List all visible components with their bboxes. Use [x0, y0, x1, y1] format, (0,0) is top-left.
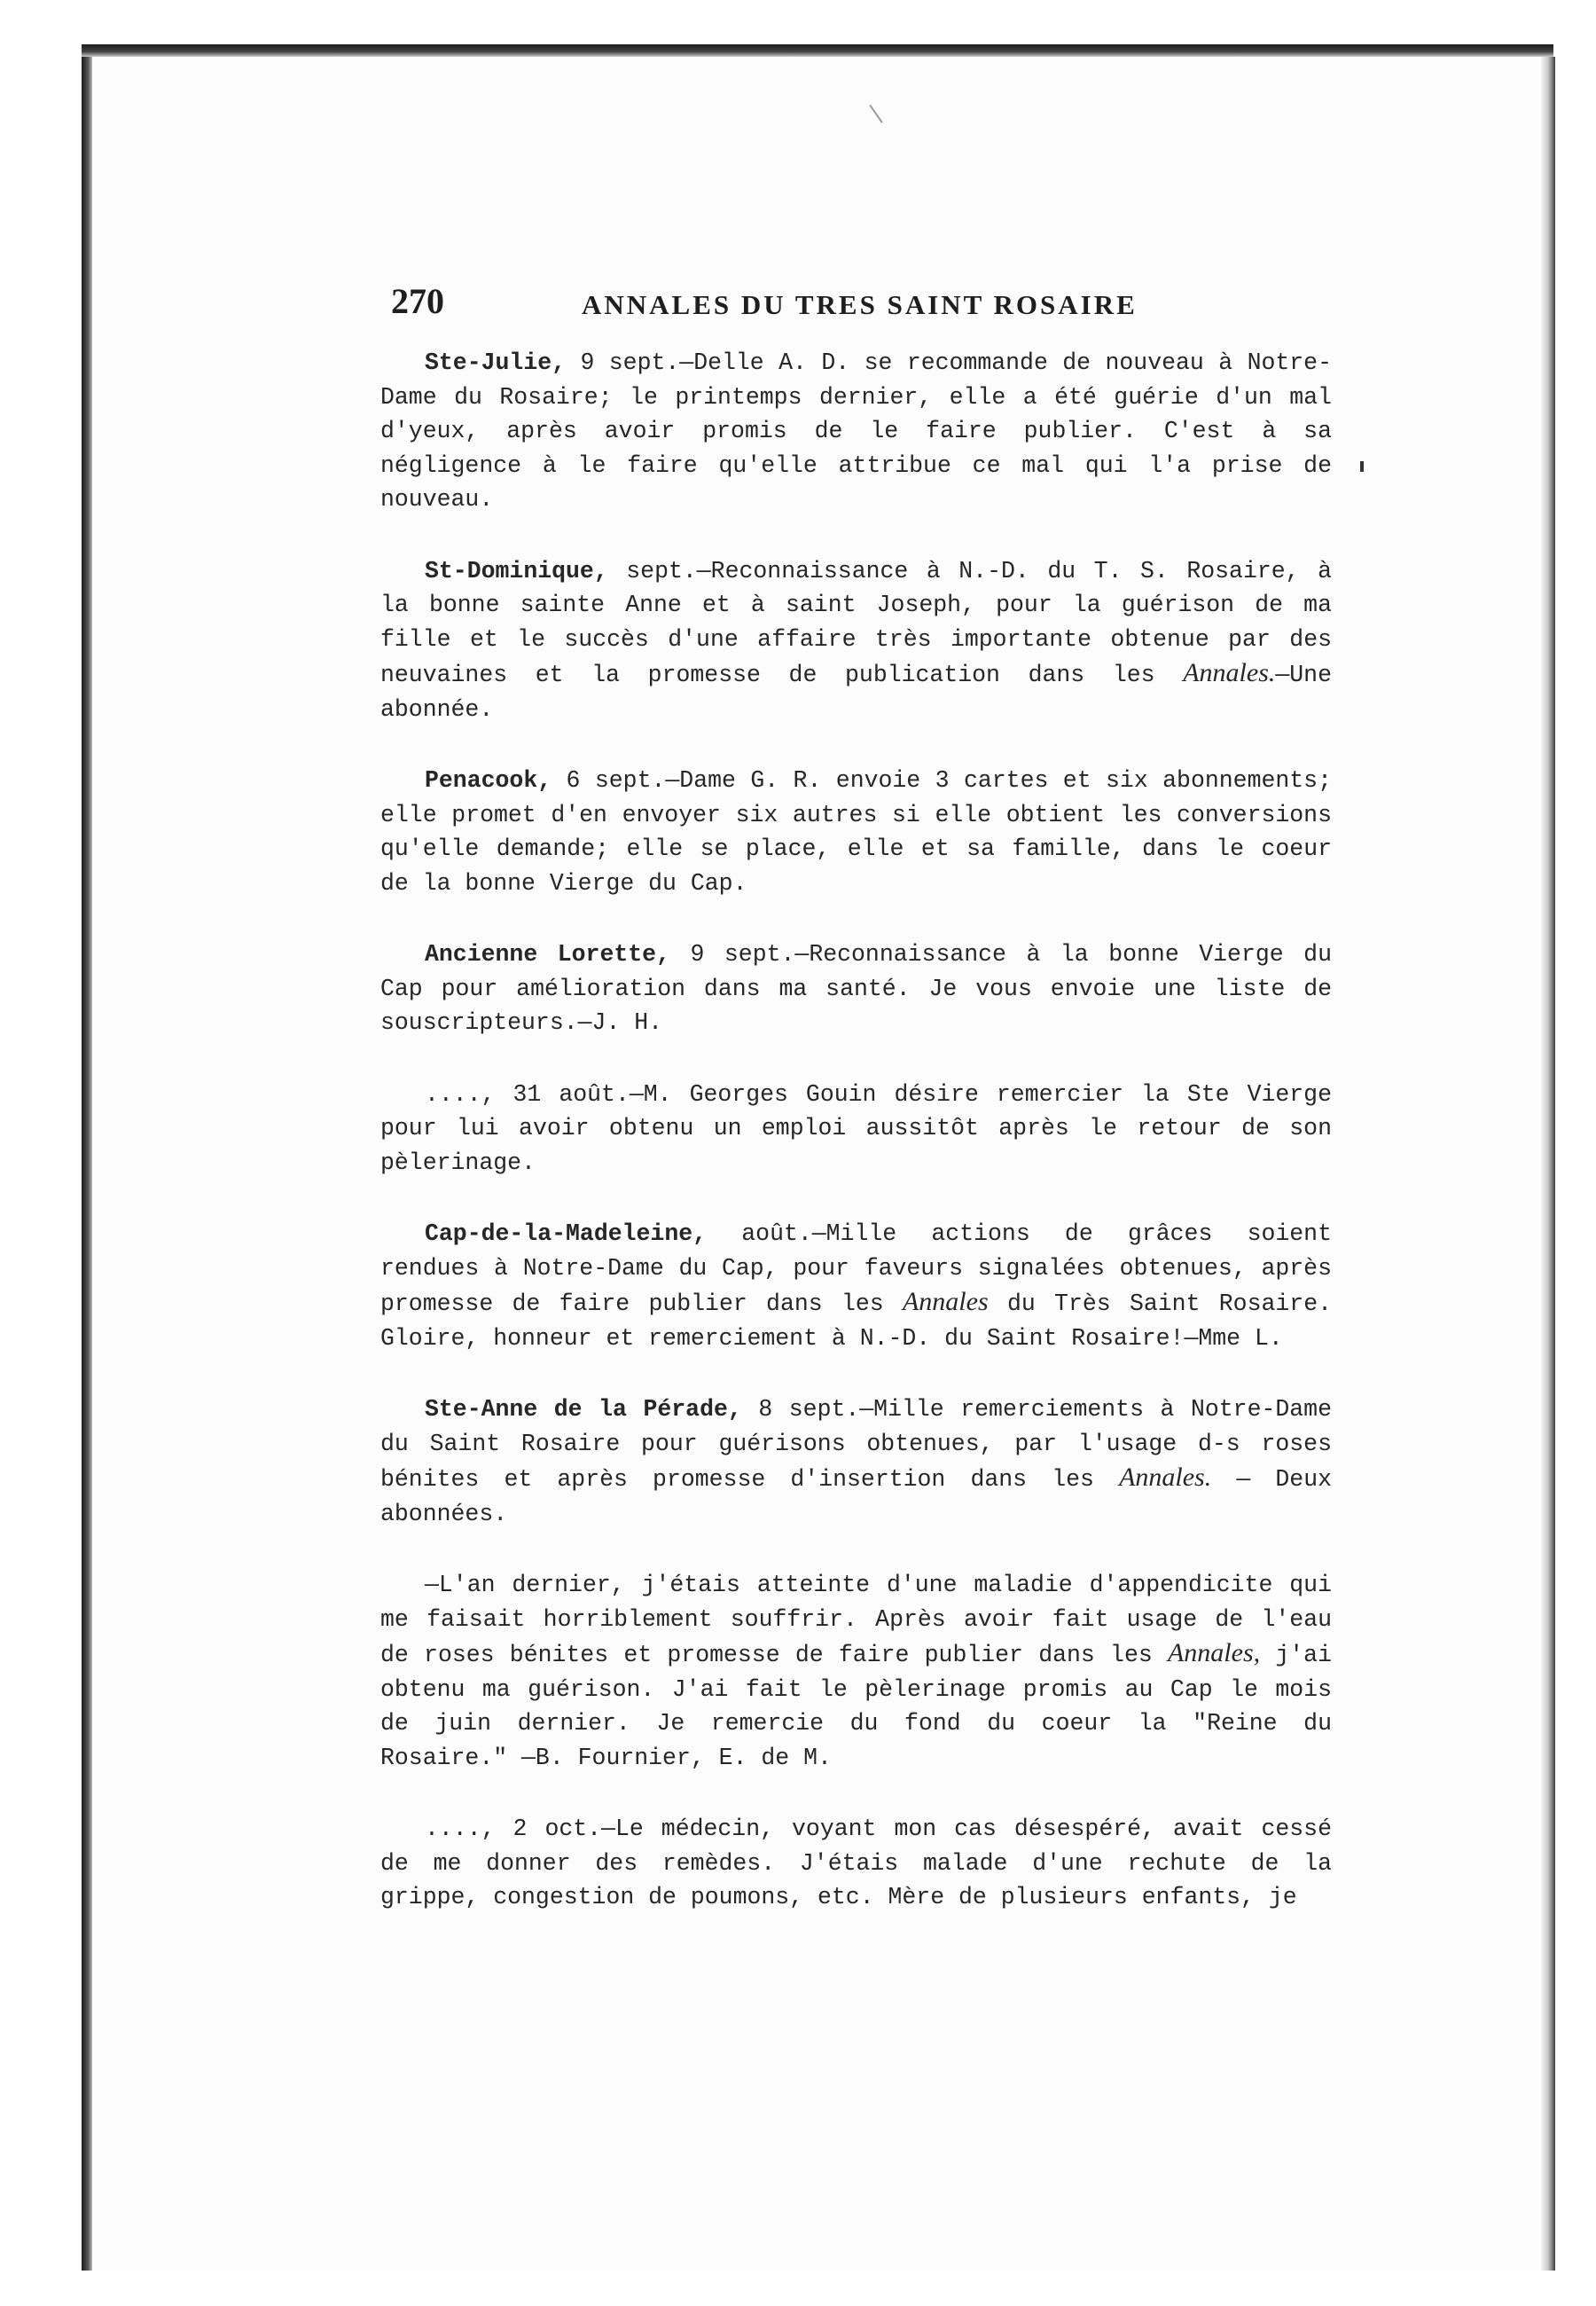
entry-text: août.—Mille actions de grâces soient rendues à Notre-Dame du Cap, pour faveurs signalées obtenues, après promesse de faire publier dans les — [380, 1220, 1332, 1317]
entry-text: —L'an dernier, j'étais atteinte d'une maladie d'appendicite qui me faisait horriblement souffrir. Après avoir fait usage de l'eau de roses bénites et promesse de faire publier dans les — [380, 1572, 1332, 1668]
entry-st-dominique — [380, 554, 1332, 727]
margin-mark — [1360, 461, 1364, 472]
entry-text: 9 sept.—Delle A. D. se recommande de nouveau à Notre-Dame du Rosaire; le printemps dernier, elle a été guérie d'un mal d'yeux, après avoir promis de le faire publier. C'est à sa négligence à le faire qu'elle attribue ce mal qui l'a prise de nouveau. — [380, 349, 1332, 513]
entry-penacook — [380, 764, 1332, 900]
entry-text: 6 sept.—Dame G. R. envoie 3 cartes et six abonnements; elle promet d'en envoyer six autres si elle obtient les conversions qu'elle demande; elle se place, elle et sa famille, dans le coeur de la bonne Vierge du Cap. — [380, 767, 1332, 897]
entry-place: Cap-de-la-Madeleine, — [425, 1220, 708, 1247]
scan-top-edge — [82, 44, 1553, 57]
entry-cap-de-la-madeleine — [380, 1217, 1332, 1355]
entry-ste-anne-de-la-perade — [380, 1392, 1332, 1531]
entry-text-end: — Deux abonnées. — [380, 1466, 1333, 1527]
entry-31-aout — [380, 1078, 1332, 1180]
entry-2-oct — [380, 1812, 1332, 1915]
entry-italic: Annales. — [1119, 1463, 1212, 1492]
entry-text: ...., 2 oct.—Le médecin, voyant mon cas désespéré, avait cessé de me donner des remèdes. J'étais malade d'une rechute de la grippe, congestion de poumons, etc. Mère de plusieurs enfants, je — [380, 1816, 1332, 1910]
entry-ste-julie — [380, 346, 1332, 517]
entry-place: Ancienne Lorette, — [425, 941, 670, 968]
entry-text: ...., 31 août.—M. Georges Gouin désire remercier la Ste Vierge pour lui avoir obtenu un emploi aussitôt après le retour de son pèlerinage. — [380, 1080, 1332, 1176]
entry-place: Penacook, — [425, 767, 552, 794]
page-body — [380, 346, 1332, 1950]
entry-place: Ste-Anne de la Pérade, — [425, 1396, 742, 1423]
entry-text: sept.—Reconnaissance à N.-D. du T. S. Rosaire, à la bonne sainte Anne et à saint Joseph, pour la guérison de ma fille et le succès d'une affaire très importante obtenue par des neuvaines et la promesse de publication dans les — [380, 557, 1332, 688]
scan-left-edge — [82, 44, 92, 2271]
scan-right-edge — [1541, 57, 1555, 2271]
entry-appendicite — [380, 1568, 1332, 1775]
entry-text: 8 sept.—Mille remerciements à Notre-Dame du Saint Rosaire pour guérisons obtenues, par l'usage d-s roses bénites et après promesse d'insertion dans les — [380, 1396, 1332, 1493]
entry-text: 9 sept.—Reconnaissance à la bonne Vierge du Cap pour amélioration dans ma santé. Je vous envoie une liste de souscripteurs.—J. H. — [380, 941, 1332, 1036]
entry-text-end: du Très Saint Rosaire. Gloire, honneur et remerciement à N.-D. du Saint Rosaire!—Mme L. — [380, 1290, 1332, 1352]
page-header — [391, 280, 1335, 333]
entry-ancienne-lorette — [380, 937, 1332, 1040]
running-head: ANNALES DU TRES SAINT ROSAIRE — [582, 289, 1138, 320]
entry-italic: Annales — [902, 1287, 989, 1316]
entry-place: St-Dominique, — [425, 557, 608, 584]
page-number: 270 — [391, 281, 444, 321]
entry-italic: Annales. — [1183, 658, 1276, 687]
entry-text-end: —Une abonnée. — [380, 662, 1332, 723]
entry-text-end: j'ai obtenu ma guérison. J'ai fait le pèlerinage promis au Cap le mois de juin dernier. Je remercie du fond du coeur la "Reine du Rosaire." —B. Fournier, E. de M. — [380, 1642, 1332, 1771]
entry-place: Ste-Julie, — [425, 349, 567, 376]
entry-italic: Annales, — [1167, 1638, 1261, 1667]
